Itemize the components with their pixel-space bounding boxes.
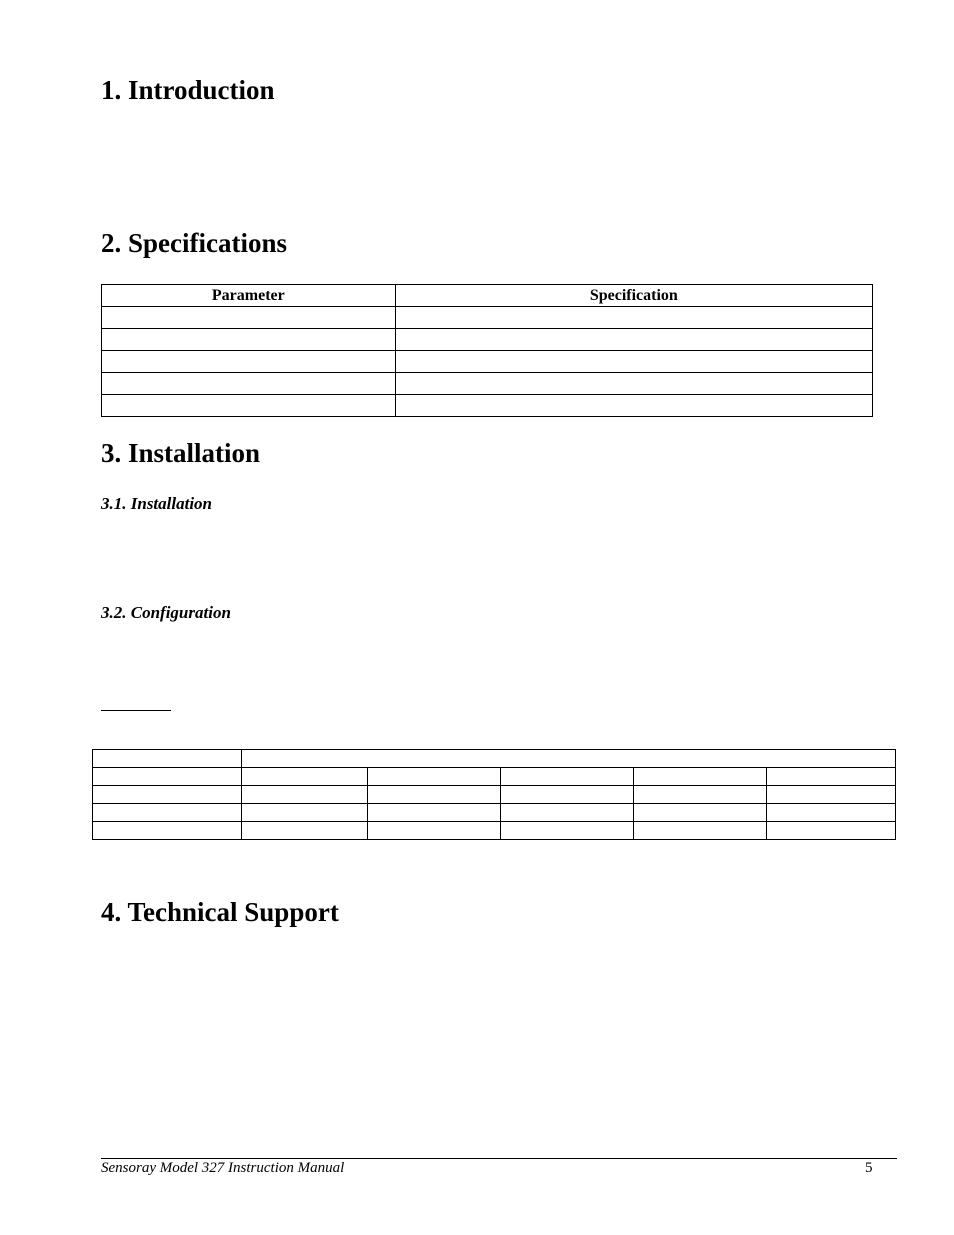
subheading-configuration: 3.2. Configuration: [101, 603, 231, 622]
table-cell: [501, 768, 634, 786]
table-row: [93, 804, 896, 822]
table-header-row: [93, 750, 896, 768]
table-cell: [501, 804, 634, 822]
table-row: [102, 373, 873, 395]
table-cell: [93, 768, 242, 786]
underline-rule: [101, 710, 171, 711]
table-header-row: [102, 285, 873, 307]
footer-page-number: 5: [865, 1160, 873, 1176]
table-cell: [395, 329, 872, 351]
table-row: [93, 786, 896, 804]
table-row: [93, 768, 896, 786]
column-header-specification: Specification: [395, 285, 872, 307]
table-row: [93, 822, 896, 840]
heading-technical-support: 4. Technical Support: [101, 897, 339, 927]
specifications-table: [101, 284, 873, 417]
table-row: [102, 351, 873, 373]
table-cell: [241, 786, 367, 804]
table-cell: [102, 373, 396, 395]
table-cell: [395, 395, 872, 417]
table-cell: [634, 768, 767, 786]
table-cell: [93, 822, 242, 840]
table-cell: [93, 750, 242, 768]
heading-introduction: 1. Introduction: [101, 75, 275, 105]
table-cell: [767, 804, 896, 822]
footer-divider: [101, 1158, 897, 1159]
heading-specifications: 2. Specifications: [101, 228, 287, 258]
column-header-parameter: Parameter: [102, 285, 396, 307]
table-cell: [395, 351, 872, 373]
table-cell: [241, 804, 367, 822]
table-cell: [767, 768, 896, 786]
table-cell: [367, 822, 501, 840]
table-cell: [767, 786, 896, 804]
configuration-table: [92, 749, 896, 840]
table-cell-merged: [241, 750, 895, 768]
subheading-installation: 3.1. Installation: [101, 494, 213, 513]
table-cell: [241, 768, 367, 786]
table-cell: [102, 307, 396, 329]
table-cell: [367, 804, 501, 822]
table-cell: [93, 804, 242, 822]
table-cell: [501, 786, 634, 804]
heading-installation: 3. Installation: [101, 438, 261, 468]
table-row: [102, 395, 873, 417]
table-cell: [501, 822, 634, 840]
table-cell: [102, 395, 396, 417]
footer-document-title: Sensoray Model 327 Instruction Manual: [101, 1160, 345, 1176]
table-cell: [395, 307, 872, 329]
table-cell: [767, 822, 896, 840]
table-cell: [102, 329, 396, 351]
table-cell: [93, 786, 242, 804]
table-cell: [241, 822, 367, 840]
table-cell: [634, 786, 767, 804]
table-cell: [367, 786, 501, 804]
table-row: [102, 307, 873, 329]
table-cell: [634, 822, 767, 840]
table-cell: [395, 373, 872, 395]
table-cell: [634, 804, 767, 822]
table-cell: [102, 351, 396, 373]
table-cell: [367, 768, 501, 786]
table-row: [102, 329, 873, 351]
